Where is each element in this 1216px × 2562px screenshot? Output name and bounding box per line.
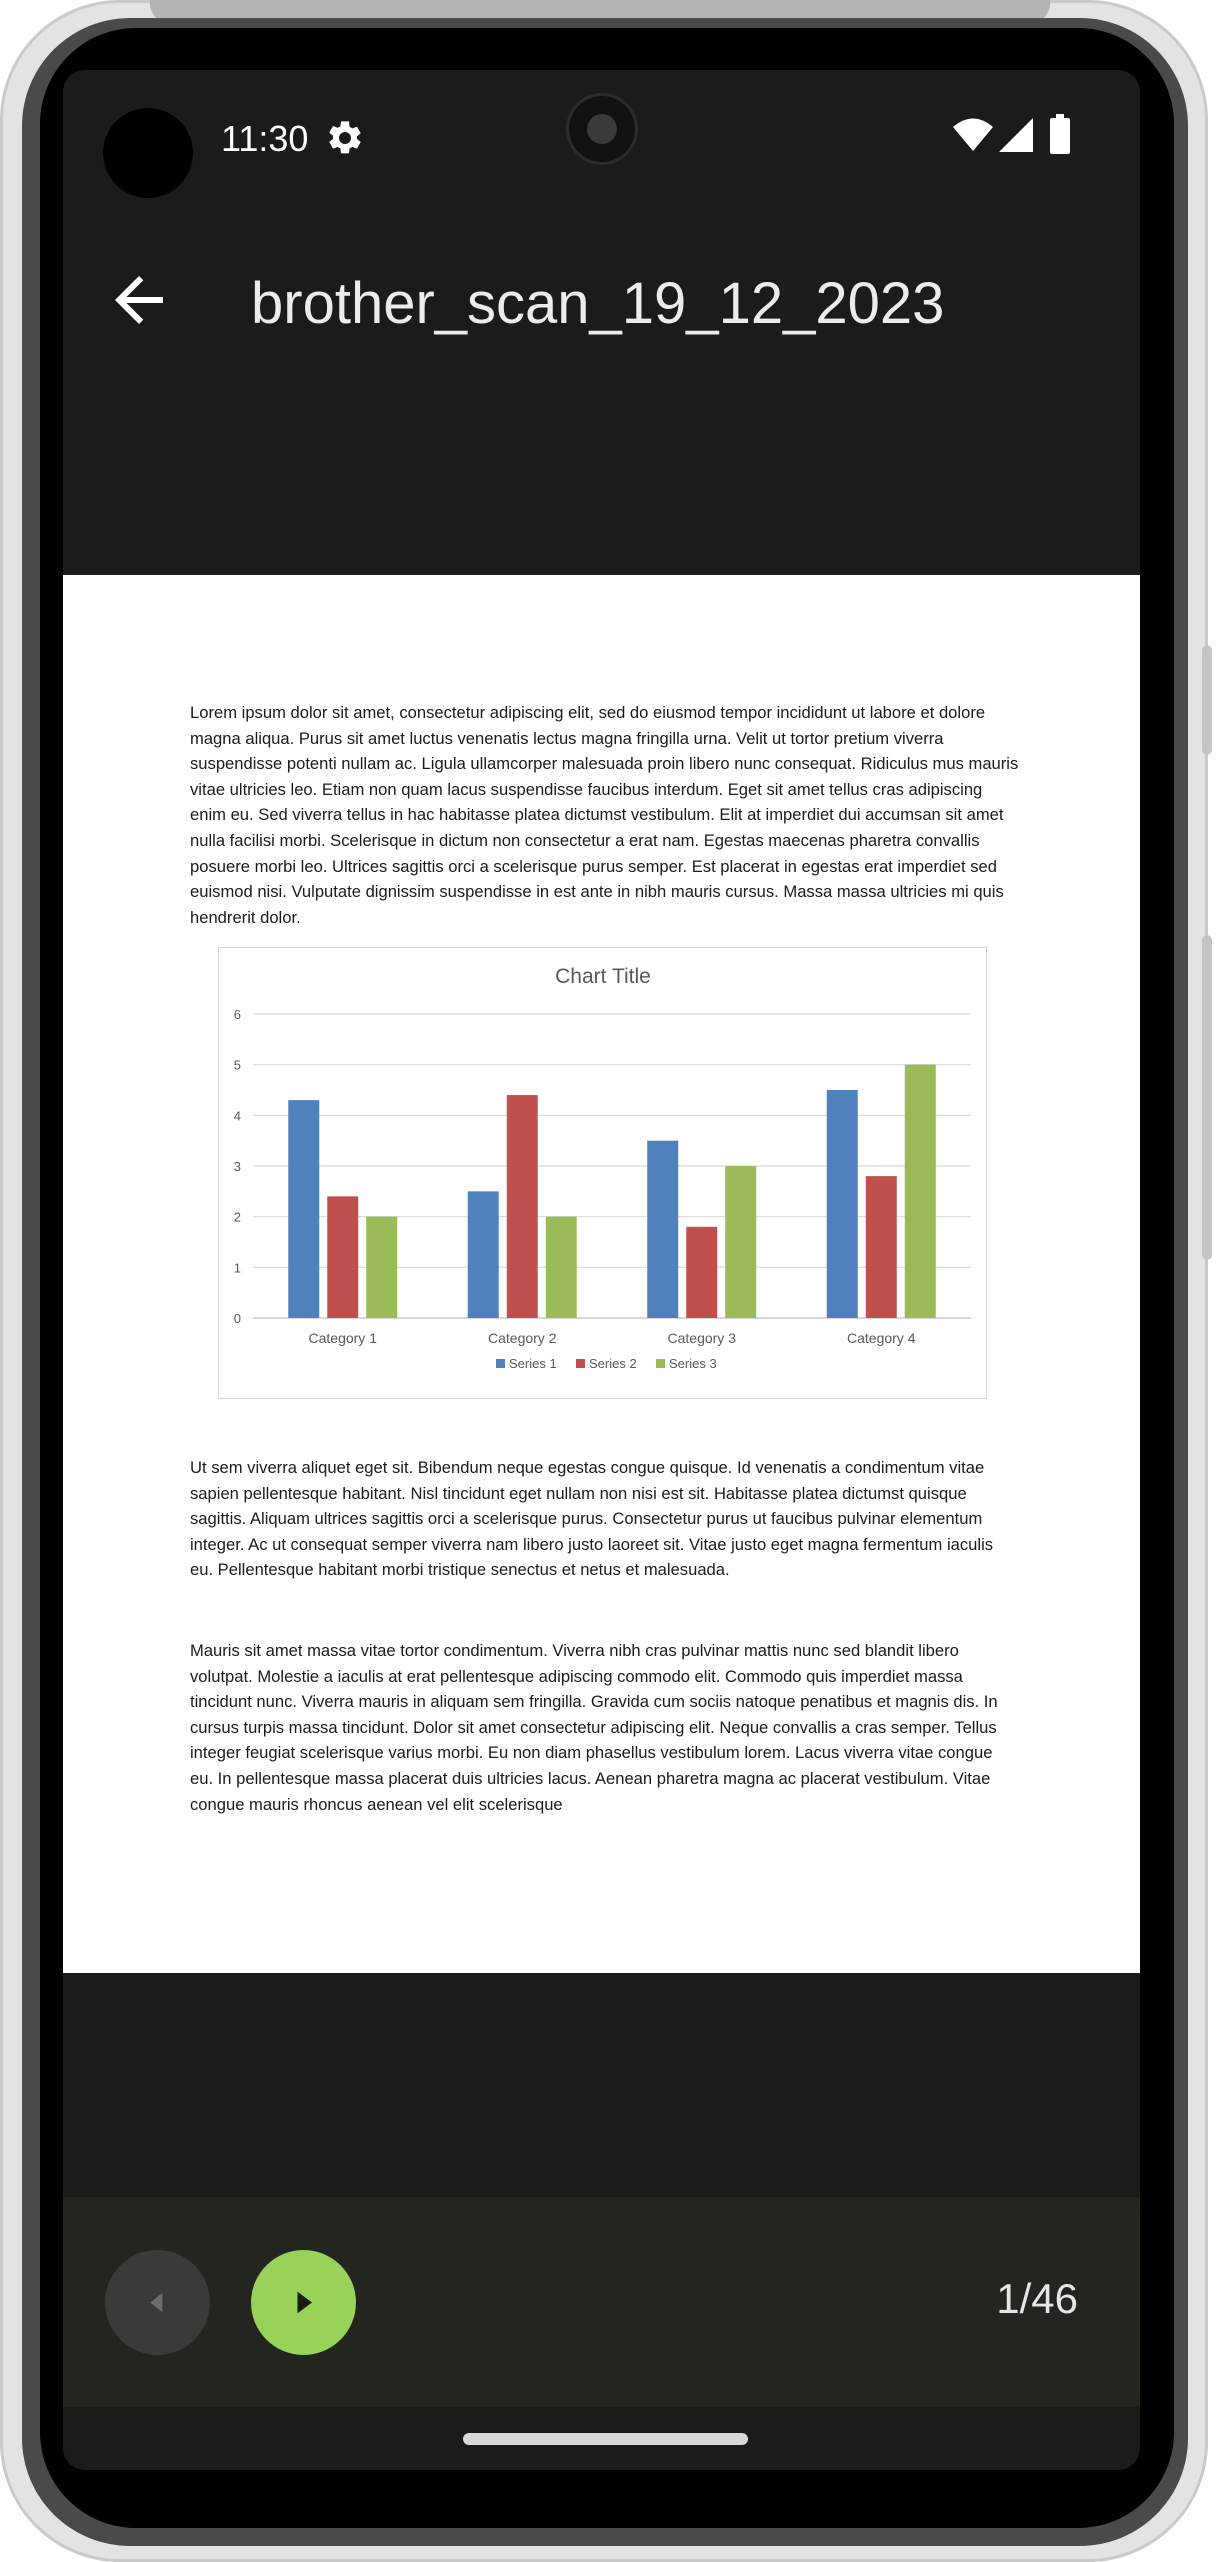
previous-page-button[interactable] xyxy=(105,2250,210,2355)
chart-canvas xyxy=(219,948,988,1400)
chart-bar xyxy=(827,1090,858,1318)
legend-swatch xyxy=(496,1359,505,1368)
chart-bar xyxy=(647,1141,678,1318)
legend-label: Series 2 xyxy=(589,1356,637,1371)
legend-swatch xyxy=(656,1359,665,1368)
x-tick-label: Category 1 xyxy=(308,1330,377,1346)
x-tick-label: Category 2 xyxy=(488,1330,557,1346)
chart-bar xyxy=(905,1065,936,1318)
chart-bar xyxy=(507,1095,538,1318)
y-tick-label: 0 xyxy=(233,1311,241,1326)
chart-bar xyxy=(686,1227,717,1318)
bar-chart xyxy=(218,947,987,1399)
x-tick-label: Category 3 xyxy=(667,1330,736,1346)
legend-label: Series 3 xyxy=(669,1356,717,1371)
x-tick-label: Category 4 xyxy=(847,1330,916,1346)
chart-bar xyxy=(288,1100,319,1318)
power-button xyxy=(1202,935,1212,1260)
y-tick-label: 4 xyxy=(233,1108,241,1124)
back-button[interactable] xyxy=(103,264,175,336)
y-tick-label: 1 xyxy=(233,1260,241,1276)
home-indicator[interactable] xyxy=(463,2433,748,2445)
next-page-button[interactable] xyxy=(251,2250,356,2355)
chart-bar xyxy=(546,1217,577,1318)
document-paragraph: Mauris sit amet massa vitae tortor condimentum. Viverra nibh cras pulvinar mattis nunc sed blandit libero volutpat. Molestie a iaculis at erat pellentesque adipiscing commodo elit. Commodo quis imperdiet massa tincidunt nunc. Viverra mauris in aliquam sem fringilla. Gravida cum sociis natoque penatibus et magnis dis. In cursus turpis massa tincidunt. Dolor sit amet consectetur adipiscing elit. Neque convallis a cras semper. Tellus integer feugiat scelerisque varius morbi. Eu non diam phasellus vestibulum lorem. Lacus viverra vitae congue eu. In pellentesque massa placerat duis ultricies lacus. Aenean pharetra magna ac placerat vestibulum. Vitae congue mauris rhoncus aenean vel elit scelerisque xyxy=(190,1641,998,1814)
volume-button xyxy=(1202,645,1212,755)
gear-icon xyxy=(325,118,365,158)
screen xyxy=(63,70,1140,2470)
play-arrow-icon xyxy=(289,2288,318,2317)
signal-icon xyxy=(999,118,1033,152)
chart-title: Chart Title xyxy=(555,965,651,988)
status-bar xyxy=(63,70,1140,200)
legend-label: Series 1 xyxy=(509,1356,557,1371)
wifi-icon xyxy=(953,118,993,152)
y-tick-label: 6 xyxy=(233,1007,241,1022)
chart-bar xyxy=(327,1196,358,1318)
battery-icon xyxy=(1049,114,1071,154)
app-bar xyxy=(63,250,1140,350)
legend-swatch xyxy=(576,1359,585,1368)
front-camera xyxy=(569,96,635,162)
page-counter: 1/46 xyxy=(996,2275,1078,2322)
document-title: brother_scan_19_12_2023 xyxy=(251,271,945,336)
document-paragraph: Lorem ipsum dolor sit amet, consectetur adipiscing elit, sed do eiusmod tempor incididunt ut labore et dolore magna aliqua. Purus sit amet luctus venenatis lectus magna fringilla urna. Velit ut tortor pretium viverra suspendisse potenti nullam ac. Ligula ullamcorper malesuada proin libero nunc consequat. Ridiculus mus mauris vitae ultricies leo. Etiam non quam lacus suspendisse faucibus interdum. Eget sit amet tellus cras adipiscing enim eu. Sed viverra tellus in hac habitasse platea dictumst vestibulum. Elit at imperdiet dui accumsan sit amet nulla facilisi morbi. Scelerisque in dictum non consectetur a erat nam. Egestas maecenas pharetra convallis posuere morbi leo. Ultrices sagittis orci a scelerisque purus semper. Est placerat in egestas erat imperdiet sed euismod nisi. Vulputate dignissim suspendisse in est ante in nibh mauris cursus. Massa massa ultricies mi quis hendrerit dolor. xyxy=(190,703,1019,927)
page-navigation-panel xyxy=(63,2197,1140,2407)
chevron-left-icon xyxy=(143,2288,172,2317)
arrow-left-icon xyxy=(103,264,175,336)
document-paragraph: Ut sem viverra aliquet eget sit. Bibendum neque egestas congue quisque. Id venenatis a condimentum vitae sapien pellentesque habitant. Nisl tincidunt eget nullam non nisi est sit. Habitasse platea dictumst quisque sagittis. Aliquam ultrices sagittis orci a scelerisque purus. Consectetur purus ut faucibus pulvinar elementum integer. Ac ut consequat semper viverra nam libero justo laoreet sit. Vitae justo eget magna fermentum iaculis eu. Pellentesque habitant morbi tristique senectus et netus et malesuada. xyxy=(190,1458,994,1580)
document-page[interactable] xyxy=(63,575,1140,1973)
y-tick-label: 5 xyxy=(233,1057,241,1073)
camera-cutout xyxy=(103,108,193,198)
chart-bar xyxy=(725,1166,756,1318)
chart-bar xyxy=(366,1217,397,1318)
chart-bar xyxy=(866,1176,897,1318)
y-tick-label: 3 xyxy=(233,1159,241,1174)
chart-bar xyxy=(468,1191,499,1318)
status-time: 11:30 xyxy=(221,118,309,159)
y-tick-label: 2 xyxy=(233,1209,241,1225)
